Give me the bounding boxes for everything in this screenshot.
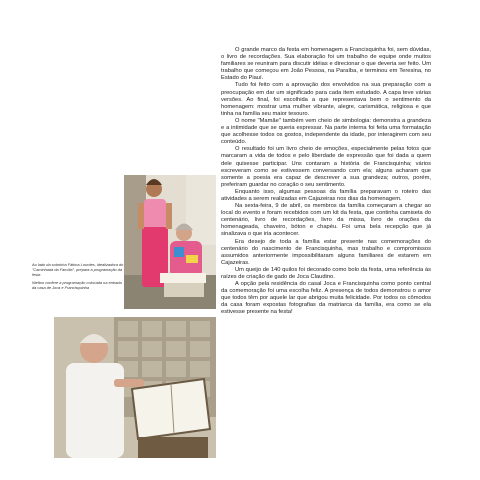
paragraph: Tudo foi feito com a aprovação dos envolvidos na sua preparação com a preocupação em dar um significado para cada item estudado. A capa teve várias versões. Ao final, foi escolhida a que representava bem o sentimento da homenagem: mostrar uma mulher vibrante, alegre, carismática, religiosa e que tinha na família seu maior tesouro. — [221, 82, 431, 117]
caption-top-photo: Ao lado da sobrinha Fátima Lourdes, idealizadora do "Caminhada da Família", prepara a programação da festa — [32, 262, 124, 277]
paragraph: A opção pela residência do casal Joca e Francisquinha como ponto central da comemoração foi uma escolha feliz. A presença de todos demonstrou o amor que todos têm por aquele lar que abrigou muita felicidade. Por todos os cômodos da casa foram expostas fotografias da matriarca da família, era como se ela estivesse presente na festa! — [221, 281, 431, 316]
photo-women-portrait — [124, 175, 216, 309]
paragraph: Um queijo de 140 quilos foi decorado como bolo da festa, uma referência às raízes de criação de gado de Joca Claudino. — [221, 266, 431, 280]
article-body — [221, 47, 431, 317]
paragraph: Enquanto isso, algumas pessoas da família preparavam o roteiro das atividades a serem realizadas em Cajazeiras nos dias da homenagem. — [221, 188, 431, 202]
paragraph: O resultado foi um livro cheio de emoções, especialmente pelas fotos que marcaram a vida de todos e pelo liberdade de expressão que foi dada a quem dele quisesse participar. Uns contaram a história de Francisquinha; vários escreveram como se estivessem conversando com ela; alguns acharam que somente a poesia era capaz de descrever a sua grandeza; outros, porém, preferiram guardar no coração o seu sentimento. — [221, 146, 431, 188]
caption-bottom-photo: Nielton confere a programação colocada na entrada da casa de Joca e Francisquinha — [32, 280, 122, 290]
photo-women-illustration — [124, 175, 216, 309]
paragraph: O grande marco da festa em homenagem a Francisquinha foi, sem dúvidas, o livro de recordações. Sua elaboração foi um trabalho de equipe onde muitos familiares se reuniram para discutir idéias e direcionar o que deveria ser feito. Um trabalho que começou em João Pessoa, na Paraíba, e terminou em Teresina, no Estado do Piauí. — [221, 47, 431, 82]
photo-captions — [32, 262, 124, 293]
paragraph: O nome "Mamãe" também vem cheio de simbologia: demonstra a grandeza e a intimidade que se queria expressar. Na parte interna foi feita uma formatação que acolhesse todos os gostos, independente da idade, por interagirem com seu conteúdo. — [221, 117, 431, 146]
paragraph: Era desejo de toda a família estar presente nas comemorações do centenário do nascimento de Francisquinha, mas trabalho e compromissos assumidos anteriormente impossibilitaram alguns familiares de estarem em Cajazeiras. — [221, 238, 431, 266]
photo-man-reading — [54, 317, 216, 458]
paragraph: Na sexta-feira, 9 de abril, os membros da família começaram a chegar ao local do evento e foram recebidos com um kit da festa, que continha camiseta do centenário, livro de recordações, livro da missa, livro de orações da homenageada, chaveiro, bóton e chapéu. Foi uma bela recepção que já sinalizava o que iria acontecer. — [221, 203, 431, 238]
photo-man-illustration — [54, 317, 216, 458]
